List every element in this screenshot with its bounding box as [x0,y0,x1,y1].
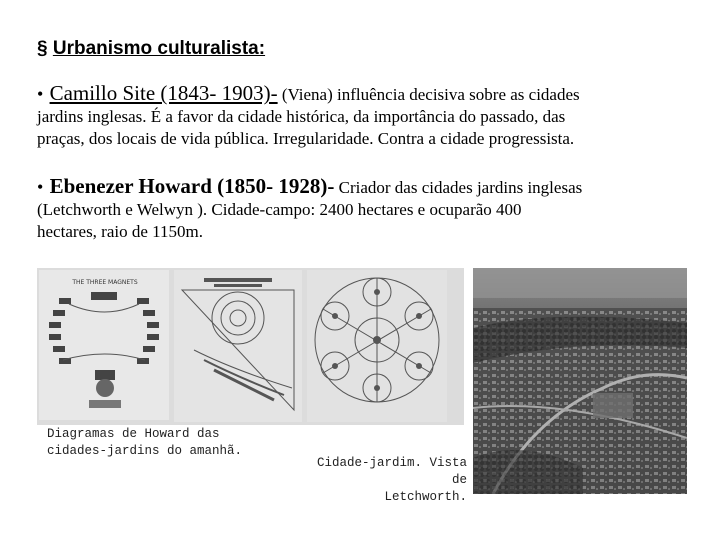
para1-name: Camillo Site (1843- 1903)- [49,81,278,105]
caption-right-line2: Letchworth. [384,490,467,504]
three-magnets-title: THE THREE MAGNETS [72,279,138,286]
para2-line2: (Letchworth e Welwyn ). Cidade-campo: 2400 hectares e ocuparão 400 [37,200,522,219]
para2-bullet: • [37,177,44,197]
social-city-diagram [307,270,447,422]
caption-howard-diagrams [47,426,247,460]
para1-line1 [37,82,697,106]
paragraph-camillo-site [37,82,697,150]
para2-line1 [37,175,697,199]
para1-bullet: • [37,84,44,104]
caption-right-line1: Cidade-jardim. Vista de [316,456,467,487]
three-magnets-diagram [39,270,169,420]
heading-bullet: § [37,38,48,59]
paragraph-ebenezer-howard [37,175,697,243]
para1-line1-rest: (Viena) influência decisiva sobre as cidades [281,85,580,104]
caption-left-line1: Diagramas de Howard das [47,427,220,441]
aerial-photo-image [473,268,687,494]
letchworth-aerial-photo [473,268,687,494]
howard-diagrams-panel [37,268,464,425]
ward-centre-diagram [174,270,302,422]
para1-line3: praças, dos locais de vida pública. Irregularidade. Contra a cidade progressista. [37,129,575,148]
heading-text: Urbanismo culturalista: [52,38,266,59]
para1-line2: jardins inglesas. É a favor da cidade histórica, da importância do passado, das [37,107,566,126]
caption-letchworth [300,455,467,506]
section-heading [37,38,265,60]
para2-line1-rest: Criador das cidades jardins inglesas [338,178,583,197]
caption-left-line2: cidades-jardins do amanhã. [47,444,243,458]
para2-name: Ebenezer Howard (1850- 1928)- [49,174,335,198]
para2-line3: hectares, raio de 1150m. [37,222,203,241]
